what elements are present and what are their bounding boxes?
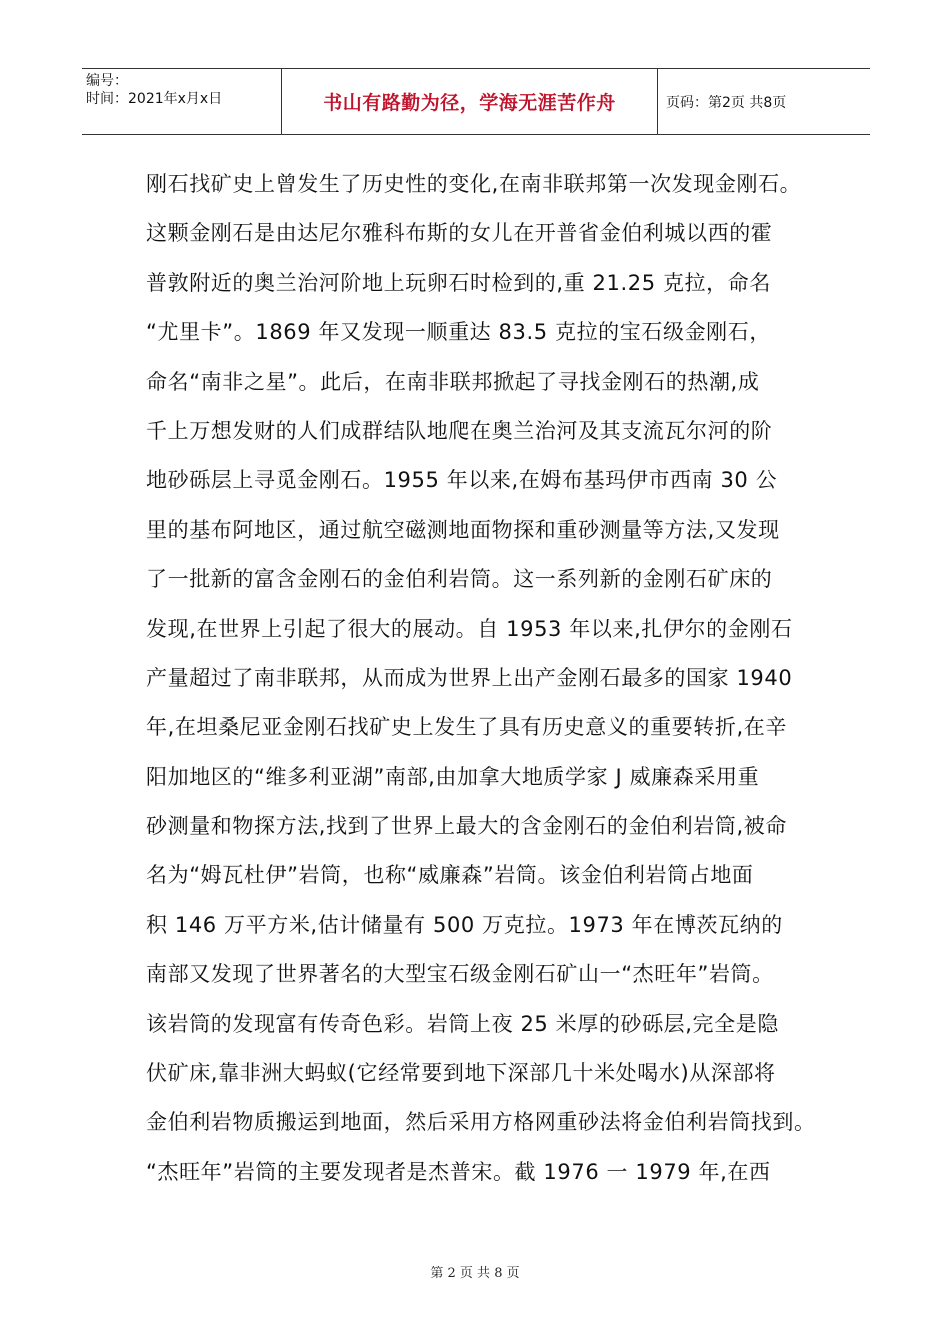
body-line: 阳加地区的“维多利亚湖”南部,由加拿大地质学家 J 威廉森采用重 [146,764,760,789]
document-number-label: 编号： [86,73,128,89]
body-line: 金伯利岩物质搬运到地面，然后采用方格网重砂法将金伯利岩筒找到。 [146,1110,816,1135]
body-line: 砂测量和物探方法,找到了世界上最大的含金刚石的金伯利岩筒,被命 [146,814,787,839]
body-line: 里的基布阿地区，通过航空磁测地面物探和重砂测量等方法,又发现 [146,517,780,542]
body-line: 名为“姆瓦杜伊”岩筒，也称“威廉森”岩筒。该金伯利岩筒占地面 [146,863,754,888]
body-line: 刚石找矿史上曾发生了历史性的变化,在南非联邦第一次发现金刚石。 [146,172,802,196]
body-line: 发现,在世界上引起了很大的展动。自 1953 年以来,扎伊尔的金刚石 [146,616,793,641]
body-line: 年,在坦桑尼亚金刚石找矿史上发生了具有历史意义的重要转折,在辛 [146,715,787,740]
body-line: 南部又发现了世界著名的大型宝石级金刚石矿山一“杰旺年”岩筒。 [146,962,774,987]
body-line: 普敦附近的奥兰治河阶地上玩卵石时检到的,重 21.25 克拉，命名 [146,270,771,295]
body-line: 产量超过了南非联邦，从而成为世界上出产金刚石最多的国家 1940 [146,665,793,690]
page-footer: 第 2 页 共 8 页 [430,1266,520,1281]
body-line: 这颗金刚石是由达尼尔雅科布斯的女儿在开普省金伯利城以西的霍 [146,221,773,246]
header-motto: 书山有路勤为径，学海无涯苦作舟 [282,69,658,134]
body-line: 千上万想发财的人们成群结队地爬在奥兰治河及其支流瓦尔河的阶 [146,418,773,443]
body-line: “尤里卡”。1869 年又发现一顺重达 83.5 克拉的宝石级金刚石， [146,320,771,345]
document-header [82,68,870,135]
body-line: 地砂砾层上寻觅金刚石。1955 年以来,在姆布基玛伊市西南 30 公 [146,468,778,493]
body-line: 积 146 万平方米,估计储量有 500 万克拉。1973 年在博茨瓦纳的 [146,912,783,937]
body-line: 伏矿床,靠非洲大蚂蚁(它经常要到地下深部几十米处喝水)从深部将 [146,1061,776,1086]
body-text [146,160,836,1197]
body-line: 命名“南非之星”。此后，在南非联邦掀起了寻找金刚石的热潮,成 [146,369,760,394]
document-time-label: 时间：2021年x月x日 [86,91,223,107]
body-line: 该岩筒的发现富有传奇色彩。岩筒上夜 25 米厚的砂砾层,完全是隐 [146,1011,779,1036]
body-line: “杰旺年”岩筒的主要发现者是杰普宋。截 1976 一 1979 年,在西 [146,1159,771,1184]
body-line: 了一批新的富含金刚石的金伯利岩筒。这一系列新的金刚石矿床的 [146,567,773,592]
header-page-code: 页码：第2页 共8页 [666,94,787,111]
header-meta-cell [82,69,282,134]
